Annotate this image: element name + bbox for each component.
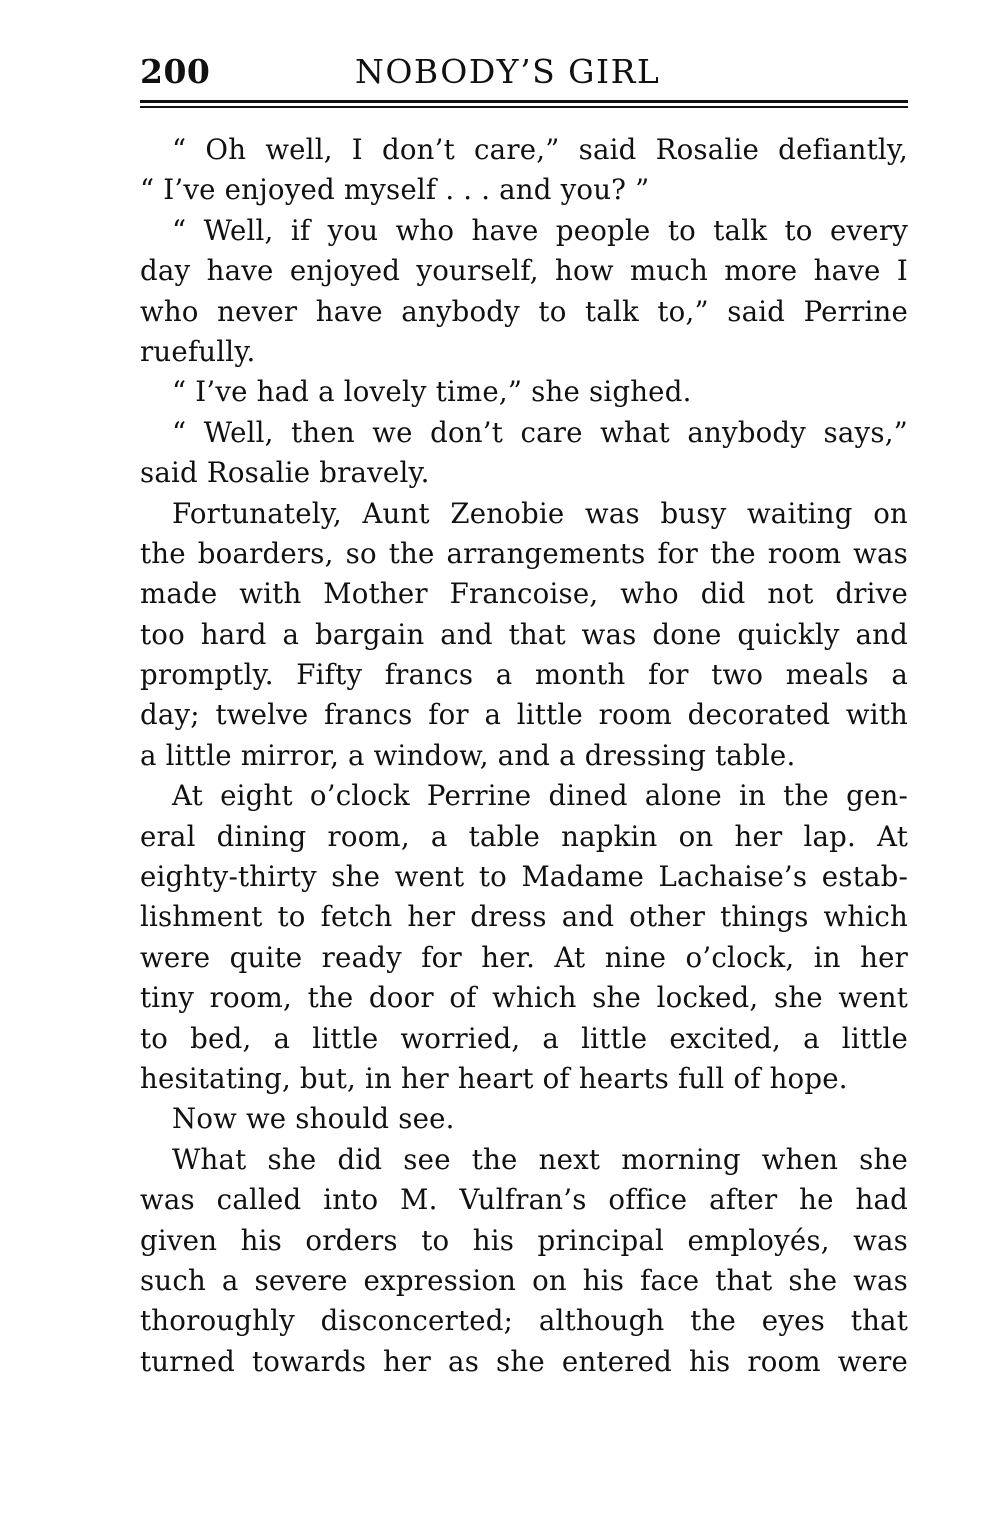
- text-line: lishment to fetch her dress and other things which: [140, 900, 908, 934]
- text-line: Fortunately, Aunt Zenobie was busy waiting on: [172, 496, 908, 530]
- text-line: eighty-thirty she went to Madame Lachaise’s estab-: [140, 860, 908, 894]
- text-line: “ I’ve had a lovely time,” she sighed.: [172, 375, 692, 409]
- running-title: NOBODY’S GIRL: [355, 52, 661, 91]
- text-line: ruefully.: [140, 334, 256, 368]
- text-line: the boarders, so the arrangements for the room was: [140, 536, 908, 570]
- header-rule: [140, 100, 908, 103]
- text-line: said Rosalie bravely.: [140, 456, 430, 490]
- page-number: 200: [140, 52, 211, 91]
- text-line: promptly. Fifty francs a month for two meals a: [140, 658, 908, 692]
- page-header: [140, 44, 910, 96]
- text-line: too hard a bargain and that was done quickly and: [140, 617, 908, 651]
- text-line: “ I’ve enjoyed myself . . . and you? ”: [140, 173, 650, 207]
- text-line: “ Oh well, I don’t care,” said Rosalie defiantly,: [172, 133, 908, 166]
- text-line: day have enjoyed yourself, how much more have I: [140, 254, 908, 288]
- body-text: [140, 130, 908, 1382]
- text-line: was called into M. Vulfran’s office after he had: [140, 1183, 908, 1217]
- text-line: made with Mother Francoise, who did not drive: [140, 577, 908, 611]
- text-line: a little mirror, a window, and a dressing table.: [140, 738, 796, 772]
- text-line: given his orders to his principal employés, was: [140, 1223, 908, 1257]
- header-rule-thin: [140, 106, 908, 108]
- text-line: Now we should see.: [172, 1102, 455, 1136]
- text-line: tiny room, the door of which she locked, she went: [140, 981, 908, 1015]
- text-line: At eight o’clock Perrine dined alone in the gen-: [172, 779, 908, 813]
- text-line: to bed, a little worried, a little excited, a little: [140, 1021, 908, 1055]
- text-line: eral dining room, a table napkin on her lap. At: [140, 819, 908, 853]
- text-line: who never have anybody to talk to,” said Perrine: [140, 294, 908, 328]
- text-line: turned towards her as she entered his room were: [140, 1344, 908, 1378]
- text-line: What she did see the next morning when she: [172, 1142, 908, 1176]
- text-line: such a severe expression on his face that she was: [140, 1263, 908, 1297]
- text-line: hesitating, but, in her heart of hearts full of hope.: [140, 1061, 848, 1095]
- book-page: [140, 44, 910, 1378]
- text-line: “ Well, if you who have people to talk to every: [172, 213, 908, 247]
- text-line: “ Well, then we don’t care what anybody says,”: [172, 415, 908, 449]
- text-line: thoroughly disconcerted; although the eyes that: [140, 1304, 908, 1338]
- text-line: day; twelve francs for a little room decorated with: [140, 698, 908, 732]
- text-line: were quite ready for her. At nine o’clock, in her: [140, 940, 908, 974]
